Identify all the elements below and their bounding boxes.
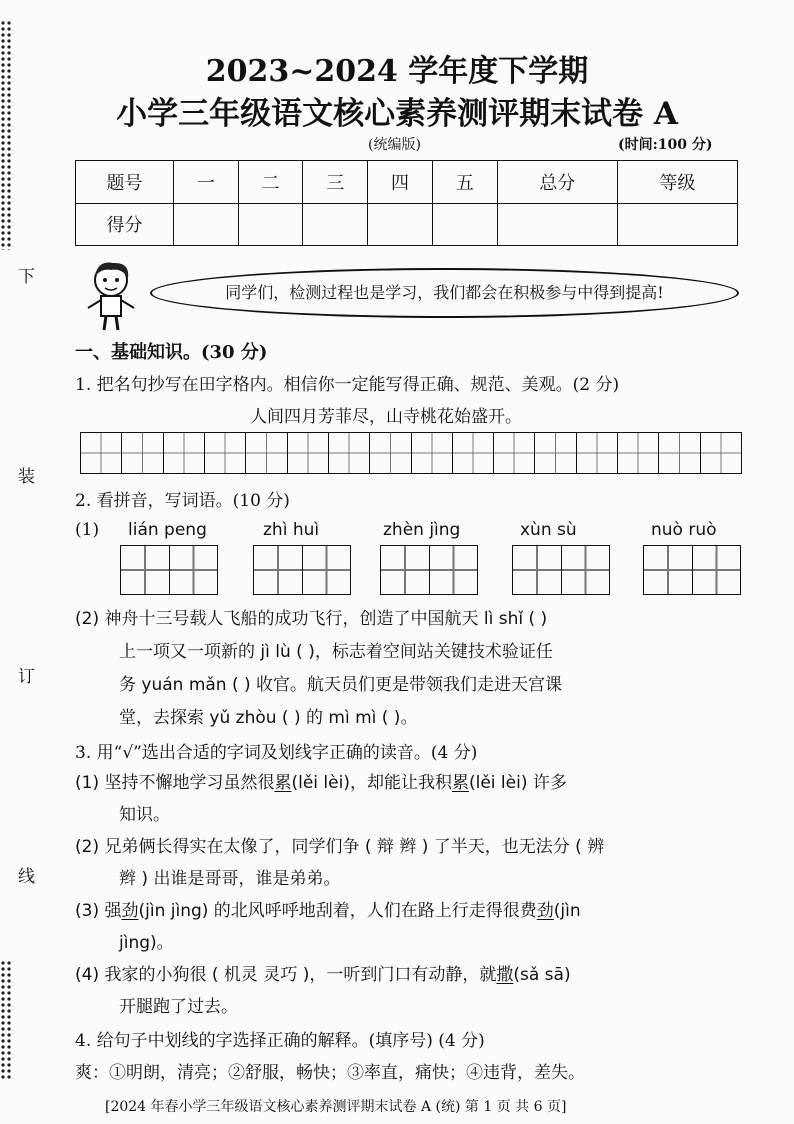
grid-cell[interactable] <box>577 433 618 473</box>
pinyin-5: nuò ruò <box>651 520 717 540</box>
word-box-4[interactable] <box>512 545 610 595</box>
score-table <box>75 160 738 246</box>
q3-text: (1) 坚持不懈地学习虽然很 <box>75 773 275 793</box>
q2-sub2-line: (2) 神舟十三号载人飞船的成功飞行，创造了中国航天 lì shǐ ( ) <box>75 609 548 629</box>
q3-item-line: 开腿跑了过去。 <box>119 997 238 1017</box>
page-footer: [2024 年春小学三年级语文核心素养测评期末试卷 A (统) 第 1 页 共 6 页] <box>105 1099 567 1115</box>
q3-item-line <box>75 768 567 793</box>
score-input-cell[interactable] <box>368 203 433 246</box>
grid-cell[interactable] <box>205 433 246 473</box>
q3-text: (sǎ sā) <box>513 965 571 985</box>
q2-prompt: 2. 看拼音，写词语。(10 分) <box>75 491 290 511</box>
score-cell: 总分 <box>497 161 617 204</box>
underlined-char: 累 <box>451 773 469 793</box>
score-cell: 等级 <box>617 161 737 204</box>
score-cell: 四 <box>368 161 433 204</box>
grid-cell[interactable] <box>164 433 205 473</box>
score-cell: 一 <box>174 161 239 204</box>
word-box-3[interactable] <box>380 545 478 595</box>
underlined-char: 劲 <box>121 901 139 921</box>
q3-text: (lěi lèi)，却能让我积 <box>291 773 452 793</box>
q3-text: (4) 我家的小狗很 ( 机灵 灵巧 )，一听到门口有动静，就 <box>75 965 497 985</box>
q1-poem: 人间四月芳菲尽，山寺桃花始盛开。 <box>250 407 522 427</box>
grid-cell[interactable] <box>494 433 535 473</box>
score-input-cell[interactable] <box>617 203 737 246</box>
pinyin-2: zhì huì <box>263 520 320 540</box>
q4-options: 爽：①明朗，清亮；②舒服，畅快；③率直，痛快；④违背，差失。 <box>75 1063 585 1083</box>
q3-text: (jìn jìng) 的北风呼呼地刮着，人们在路上行走得很费 <box>138 901 537 921</box>
score-input-cell[interactable] <box>303 203 368 246</box>
q3-item-line <box>75 960 571 985</box>
time-label: (时间:100 分) <box>618 137 713 153</box>
word-box-2[interactable] <box>253 545 351 595</box>
q3-item-line: 辫 ) 出谁是哥哥，谁是弟弟。 <box>119 869 341 889</box>
q1-prompt: 1. 把名句抄写在田字格内。相信你一定能写得正确、规范、美观。(2 分) <box>75 375 620 395</box>
score-table-score-row <box>76 203 738 246</box>
cartoon-boy-icon <box>78 258 144 332</box>
underlined-char: 撒 <box>496 965 514 985</box>
pinyin-3: zhèn jìng <box>383 520 461 540</box>
q3-item-line: (2) 兄弟俩长得实在太像了，同学们争 ( 辩 辫 ) 了半天，也无法分 ( 辨 <box>75 837 605 857</box>
score-input-cell[interactable] <box>497 203 617 246</box>
margin-char-xia: 下 <box>18 267 35 287</box>
pinyin-4: xùn sù <box>520 520 577 540</box>
copy-grid[interactable] <box>80 432 742 474</box>
score-cell: 题号 <box>76 161 174 204</box>
q3-text: (jìn <box>553 901 581 921</box>
grid-cell[interactable] <box>81 433 122 473</box>
title-line-1: 2023~2024 学年度下学期 <box>205 54 589 89</box>
underlined-char: 劲 <box>536 901 554 921</box>
grid-cell[interactable] <box>288 433 329 473</box>
margin-char-zhuang: 装 <box>18 467 35 487</box>
title-line-2: 小学三年级语文核心素养测评期末试卷 A <box>116 96 678 132</box>
q2-sub2-line: 上一项又一项新的 jì lù ( )，标志着空间站关键技术验证任 <box>119 642 553 662</box>
score-input-cell[interactable] <box>174 203 239 246</box>
edition-label: (统编版) <box>368 137 421 153</box>
grid-cell[interactable] <box>329 433 370 473</box>
score-input-cell[interactable] <box>432 203 497 246</box>
grid-cell[interactable] <box>618 433 659 473</box>
underlined-char: 累 <box>274 773 292 793</box>
pinyin-1: lián peng <box>128 520 207 540</box>
q3-prompt: 3. 用“√”选出合适的字词及划线字正确的读音。(4 分) <box>75 743 478 763</box>
binding-dots-bottom <box>0 960 12 1080</box>
q3-item-line: jìng)。 <box>119 933 174 953</box>
score-cell: 五 <box>432 161 497 204</box>
score-input-cell[interactable] <box>238 203 303 246</box>
q2-sub1-label: (1) <box>75 520 100 540</box>
margin-char-xian: 线 <box>18 867 35 887</box>
q4-prompt: 4. 给句子中划线的字选择正确的解释。(填序号) (4 分) <box>75 1031 485 1051</box>
q3-text: (lěi lèi) 许多 <box>468 773 567 793</box>
score-cell: 三 <box>303 161 368 204</box>
grid-cell[interactable] <box>701 433 741 473</box>
word-box-5[interactable] <box>643 545 741 595</box>
q3-text: (3) 强 <box>75 901 122 921</box>
section-heading: 一、基础知识。(30 分) <box>75 342 268 363</box>
score-table-header-row <box>76 161 738 204</box>
score-cell: 二 <box>238 161 303 204</box>
q3-item-line: 知识。 <box>119 805 170 825</box>
word-box-1[interactable] <box>120 545 218 595</box>
q3-item-line <box>75 896 581 921</box>
speech-bubble: 同学们，检测过程也是学习，我们都会在积极参与中得到提高! <box>150 268 739 318</box>
q2-sub2-line: 务 yuán mǎn ( ) 收官。航天员们更是带领我们走进天宫课 <box>119 675 563 695</box>
grid-cell[interactable] <box>453 433 494 473</box>
grid-cell[interactable] <box>659 433 700 473</box>
grid-cell[interactable] <box>246 433 287 473</box>
grid-cell[interactable] <box>122 433 163 473</box>
grid-cell[interactable] <box>535 433 576 473</box>
margin-char-ding: 订 <box>18 667 35 687</box>
grid-cell[interactable] <box>412 433 453 473</box>
score-row-label: 得分 <box>76 203 174 246</box>
grid-cell[interactable] <box>370 433 411 473</box>
q2-sub2-line: 堂，去探索 yǔ zhòu ( ) 的 mì mì ( )。 <box>119 708 418 728</box>
